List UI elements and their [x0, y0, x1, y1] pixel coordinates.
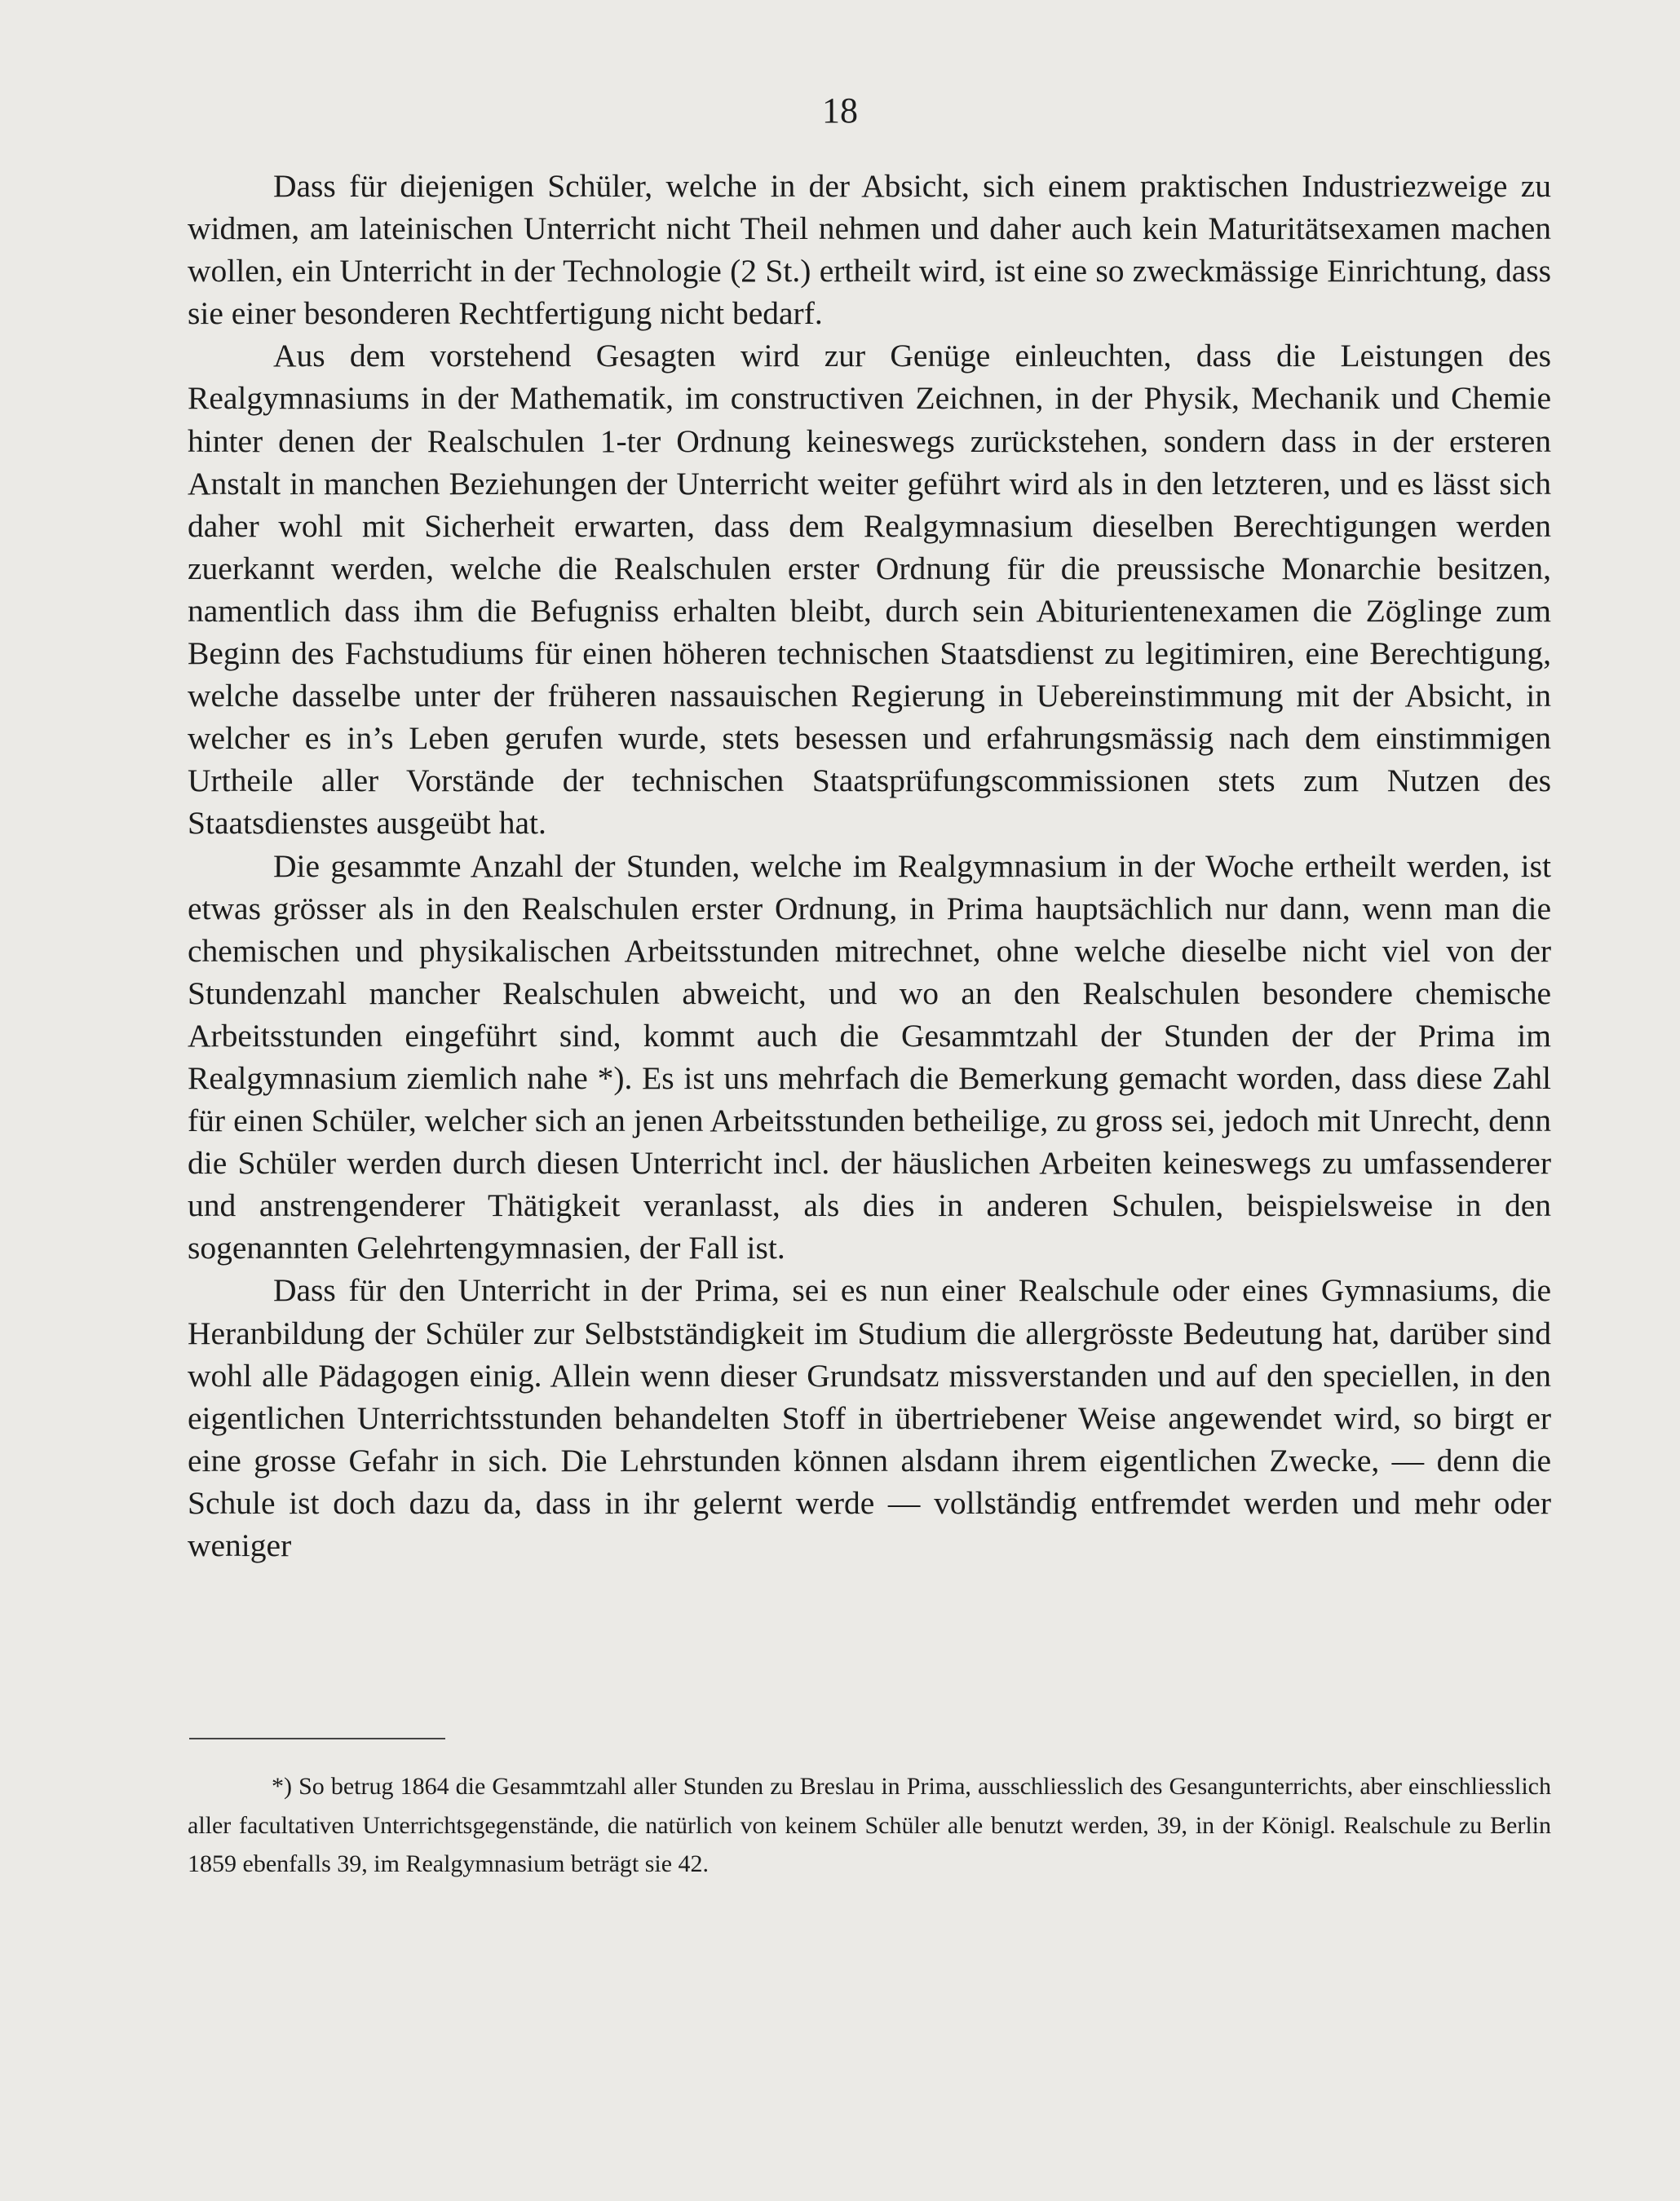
paragraph-4: Dass für den Unterricht in der Prima, sei es nun einer Realschule oder eines Gymnasiums, die Heranbildung der Schüler zur Selbstständigkeit im Studium die allergrösste Bedeutung hat, darüber sind wohl alle Pädagogen einig. Allein wenn dieser Grundsatz missverstanden und auf den speciellen, in den eigentlichen Unterrichtsstunden behandelten Stoff in übertriebener Weise angewendet wird, so birgt er eine grosse Gefahr in sich. Die Lehrstunden können alsdann ihrem eigentlichen Zwecke, — denn die Schule ist doch dazu da, dass in ihr gelernt werde — vollständig entfremdet werden und mehr oder weniger: [188, 1272, 1551, 1563]
page-number: 18: [822, 91, 858, 130]
footnote: *) So betrug 1864 die Gesammtzahl aller Stunden zu Breslau in Prima, ausschliesslich des Gesangunterrichts, aber einschliesslich aller facultativen Unterrichtsgegenstände, die natürlich von keinem Schüler alle benutzt werden, 39, in der Königl. Realschule zu Berlin 1859 ebenfalls 39, im Realgymnasium beträgt sie 42.: [188, 1773, 1551, 1877]
footnote-separator: [189, 1738, 445, 1739]
body-text: [188, 165, 1551, 1567]
paragraph-3: Die gesammte Anzahl der Stunden, welche im Realgymnasium in der Woche ertheilt werden, ist etwas grösser als in den Realschulen erster Ordnung, in Prima hauptsächlich nur dann, wenn man die chemischen und physikalischen Arbeitsstunden mitrechnet, ohne welche dieselbe nicht viel von der Stundenzahl mancher Realschulen abweicht, und wo an den Realschulen besondere chemische Arbeitsstunden eingeführt sind, kommt auch die Gesammtzahl der Stunden der der Prima im Realgymnasium ziemlich nahe *). Es ist uns mehrfach die Bemerkung gemacht worden, dass diese Zahl für einen Schüler, welcher sich an jenen Arbeitsstunden betheilige, zu gross sei, jedoch mit Unrecht, denn die Schüler werden durch diesen Unterricht incl. der häuslichen Arbeiten keineswegs zu umfassenderer und anstrengenderer Thätigkeit veranlasst, als dies in anderen Schulen, beispielsweise in den sogenannten Gelehrtengymnasien, der Fall ist.: [188, 847, 1551, 1266]
paragraph-1: Dass für diejenigen Schüler, welche in der Absicht, sich einem praktischen Industriezweige zu widmen, am lateinischen Unterricht nicht Theil nehmen und daher auch kein Maturitätsexamen machen wollen, ein Unterricht in der Technologie (2 St.) ertheilt wird, ist eine so zweckmässige Einrichtung, dass sie einer besonderen Rechtfertigung nicht bedarf.: [188, 168, 1551, 332]
paragraph-2: Aus dem vorstehend Gesagten wird zur Genüge einleuchten, dass die Leistungen des Realgymnasiums in der Mathematik, im constructiven Zeichnen, in der Physik, Mechanik und Chemie hinter denen der Realschulen 1-ter Ordnung keineswegs zurückstehen, sondern dass in der ersteren Anstalt in manchen Beziehungen der Unterricht weiter geführt wird als in den letzteren, und es lässt sich daher wohl mit Sicherheit erwarten, dass dem Realgymnasium dieselben Berechtigungen werden zuerkannt werden, welche die Realschulen erster Ordnung für die preussische Monarchie besitzen, namentlich dass ihm die Befugniss erhalten bleibt, durch sein Abiturientenexamen die Zöglinge zum Beginn des Fachstudiums für einen höheren technischen Staatsdienst zu legitimiren, eine Berechtigung, welche dasselbe unter der früheren nassauischen Regierung in Uebereinstimmung mit der Absicht, in welcher es in’s Leben gerufen wurde, stets besessen und erfahrungsmässig nach dem einstimmigen Urtheile aller Vorstände der technischen Staatsprüfungscommissionen stets zum Nutzen des Staatsdienstes ausgeübt hat.: [188, 338, 1551, 842]
